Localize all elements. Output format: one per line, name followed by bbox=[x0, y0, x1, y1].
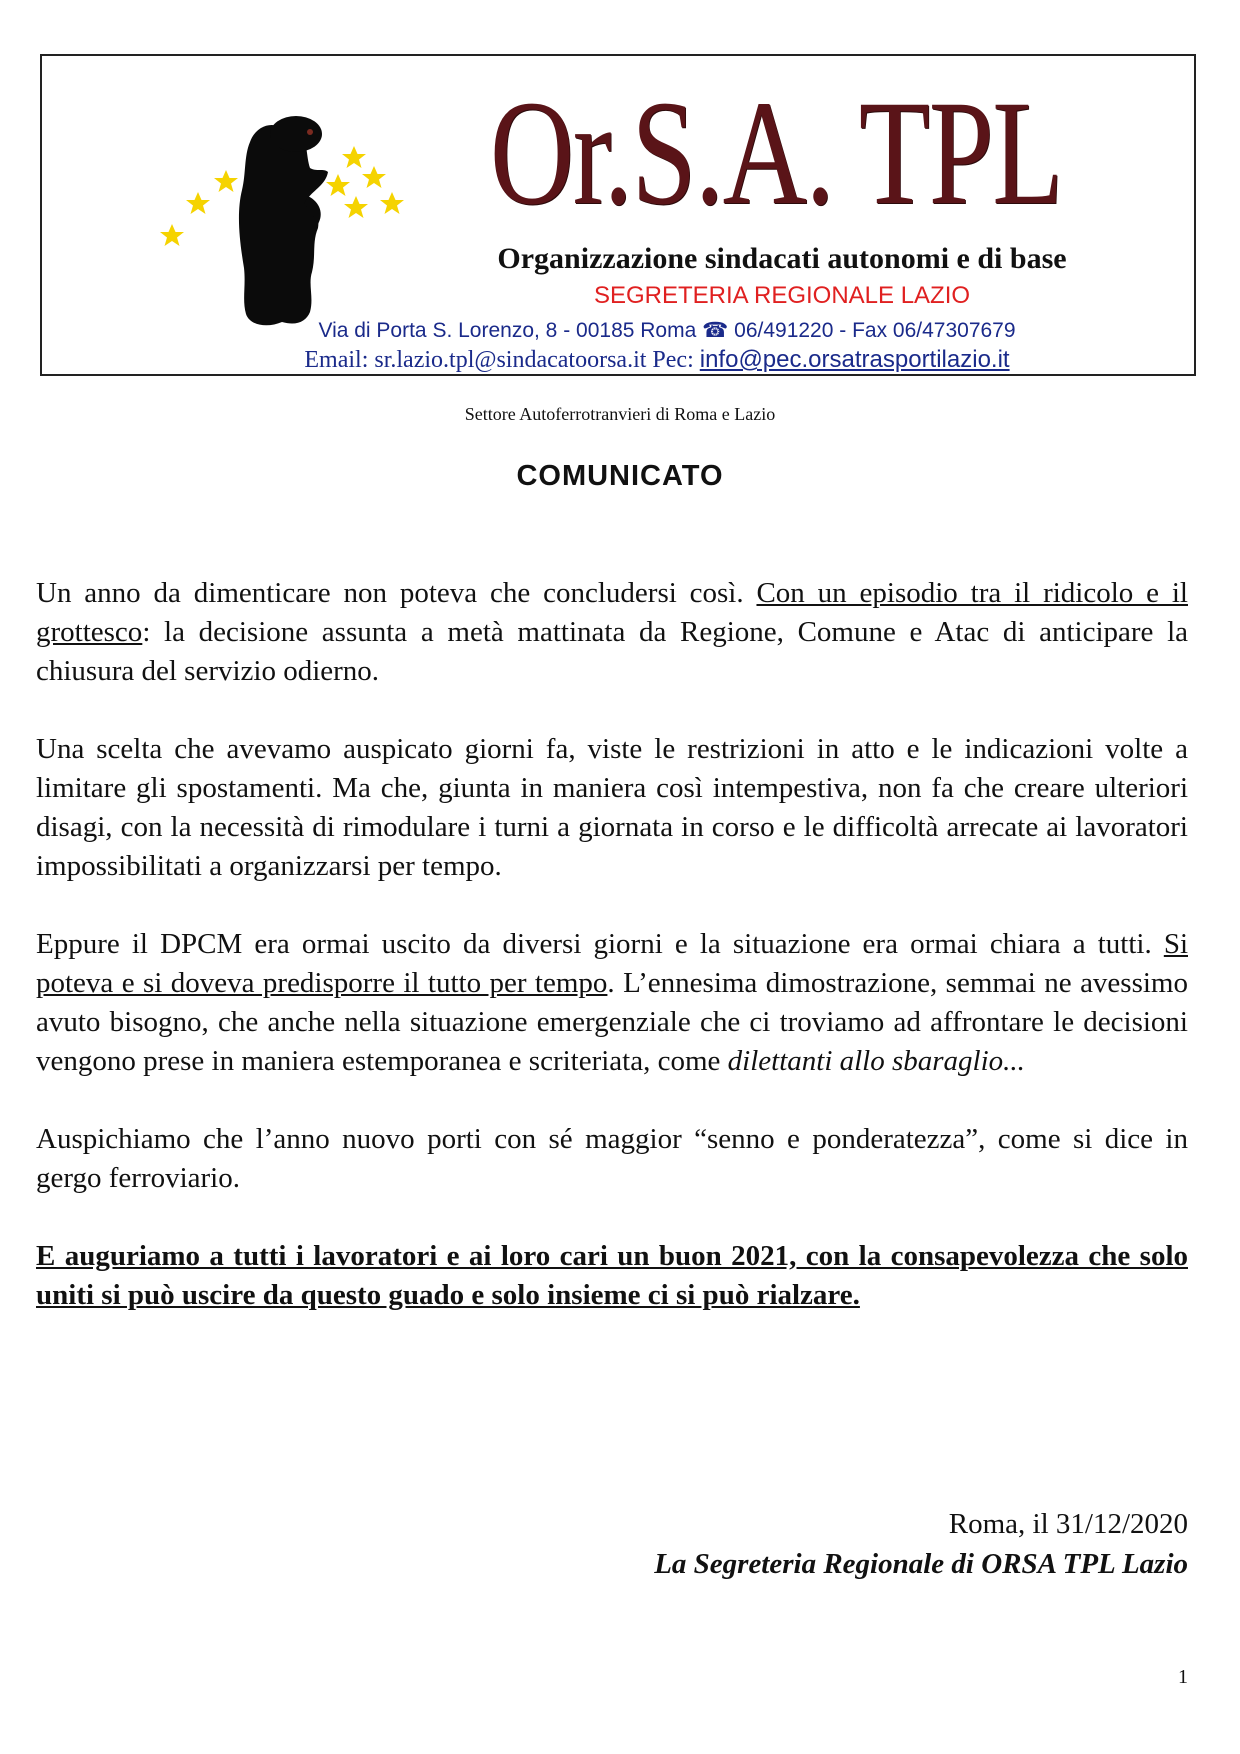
segreteria-label: SEGRETERIA REGIONALE LAZIO bbox=[593, 282, 971, 309]
pec-label: Pec: bbox=[646, 347, 700, 373]
email-text[interactable]: Email: sr.lazio.tpl@sindacatoorsa.it bbox=[304, 347, 647, 373]
contacts-line bbox=[192, 346, 1122, 374]
signature-block bbox=[654, 1504, 1188, 1584]
page-number: 1 bbox=[1178, 1666, 1188, 1688]
paragraph-2: Una scelta che avevamo auspicato giorni fa, viste le restrizioni in atto e le indicazioni volte a limitare gli spostamenti. Ma che, giunta in maniera così intempestiva, non fa che creare ulteriori disagi, con la necessità di rimodulare i turni a giornata in corso e le difficoltà arrecate ai lavoratori impossibilitati a organizzarsi per tempo. bbox=[36, 733, 1188, 882]
org-name: Organizzazione sindacati autonomi e di base bbox=[497, 242, 1067, 275]
address-line bbox=[202, 318, 1132, 343]
settore-subtitle: Settore Autoferrotranvieri di Roma e Lazio bbox=[464, 404, 776, 424]
brand-wordmark: Or.S.A. TPL bbox=[489, 70, 1063, 236]
p1-text-c: : la decisione assunta a metà mattinata da Regione, Comune e Atac di anticipare la chiusura del servizio odierno. bbox=[36, 616, 1188, 687]
p3-text-a: Eppure il DPCM era ormai uscito da diversi giorni e la situazione era ormai chiara a tutti. bbox=[36, 928, 1164, 960]
letterhead bbox=[40, 54, 1196, 376]
paragraph-4: Auspichiamo che l’anno nuovo porti con sé maggior “senno e ponderatezza”, come si dice in gergo ferroviario. bbox=[36, 1123, 1188, 1194]
phone-text: 06/491220 - Fax 06/47307679 bbox=[734, 319, 1016, 342]
p3-text-c: . L’ennesima dimostrazione, semmai ne avessimo avuto bisogno, che anche nella situazione emergenziale che ci troviamo ad affrontare le decisioni vengono prese in maniera estemporanea e scriteriata, come bbox=[36, 967, 1188, 1077]
place-date: Roma, il 31/12/2020 bbox=[948, 1508, 1188, 1540]
p1-text-a: Un anno da dimenticare non poteva che concludersi così. bbox=[36, 577, 757, 609]
p3-ellipsis: ... bbox=[1003, 1045, 1025, 1077]
p3-underlined: Si poteva e si doveva predisporre il tutto per tempo bbox=[36, 928, 1188, 999]
signature-name: La Segreteria Regionale di ORSA TPL Lazio bbox=[654, 1548, 1188, 1580]
document-title: COMUNICATO bbox=[516, 460, 724, 492]
address-text: Via di Porta S. Lorenzo, 8 - 00185 Roma bbox=[318, 319, 697, 342]
pec-link[interactable]: info@pec.orsatrasportilazio.it bbox=[699, 346, 1010, 373]
paragraph-1 bbox=[36, 574, 1188, 691]
p1-underlined: Con un episodio tra il ridicolo e il grottesco bbox=[36, 577, 1188, 648]
paragraph-5-closing: E auguriamo a tutti i lavoratori e ai loro cari un buon 2021, con la consapevolezza che solo uniti si può uscire da questo guado e solo insieme ci si può rialzare. bbox=[36, 1240, 1188, 1311]
phone-icon: ☎ bbox=[702, 319, 729, 342]
document-body bbox=[36, 574, 1188, 1354]
p3-italic: dilettanti allo sbaraglio bbox=[727, 1045, 1004, 1077]
paragraph-3 bbox=[36, 925, 1188, 1081]
